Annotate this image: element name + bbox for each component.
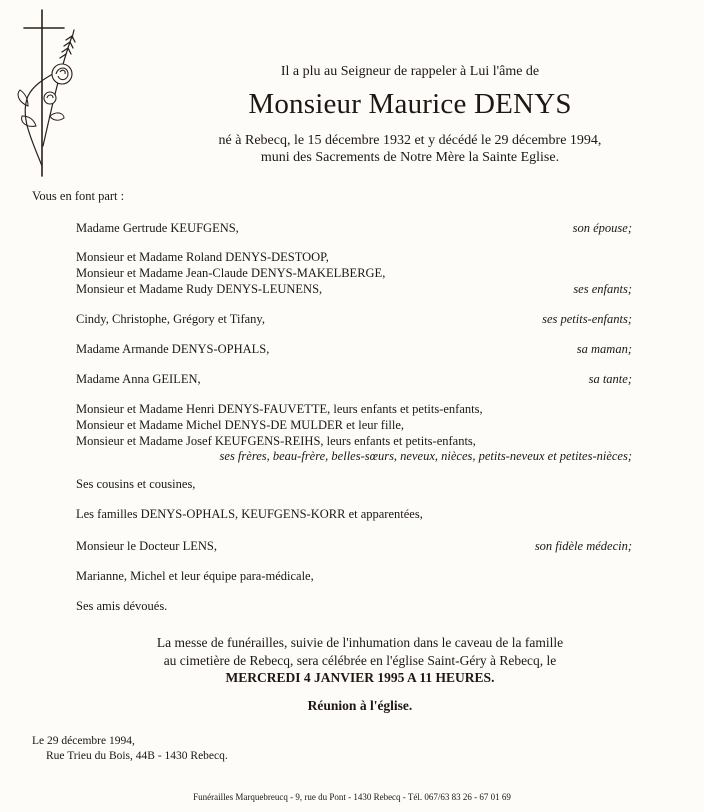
- birth-death-line: né à Rebecq, le 15 décembre 1932 et y décédé le 29 décembre 1994,: [218, 133, 602, 148]
- spouse-row: [76, 220, 632, 236]
- grandchildren-row: [76, 311, 632, 327]
- funeral-line-2: au cimetière de Rebecq, sera célébrée en l'église Saint-Géry à Rebecq, le: [163, 653, 557, 668]
- children-line-3: Monsieur et Madame Rudy DENYS-LEUNENS,: [76, 282, 323, 296]
- funeral-notice: [80, 634, 640, 670]
- medical-team-line: Marianne, Michel et leur équipe para-médicale,: [76, 569, 314, 583]
- children-line-2: Monsieur et Madame Jean-Claude DENYS-MAKELBERGE,: [76, 266, 386, 280]
- children-row: [76, 281, 632, 297]
- closing-address: Rue Trieu du Bois, 44B - 1430 Rebecq.: [46, 750, 228, 762]
- children-relation: ses enfants;: [573, 282, 632, 296]
- aunt-row: [76, 371, 632, 387]
- sacrament-line: muni des Sacrements de Notre Mère la Sainte Eglise.: [260, 150, 560, 165]
- aunt-name: Madame Anna GEILEN,: [76, 372, 201, 386]
- spouse-relation: son épouse;: [572, 221, 632, 235]
- siblings-line-2: Monsieur et Madame Michel DENYS-DE MULDER et leur fille,: [76, 418, 405, 432]
- cross-with-wheat-and-rose-icon: [10, 6, 82, 178]
- doctor-relation: son fidèle médecin;: [534, 539, 632, 553]
- families-line: Les familles DENYS-OPHALS, KEUFGENS-KORR et apparentées,: [76, 507, 423, 521]
- siblings-relation: ses frères, beau-frère, belles-sœurs, neveux, nièces, petits-neveux et petites-nièces;: [219, 449, 632, 463]
- intro-line: Il a plu au Seigneur de rappeler à Lui l'âme de: [280, 64, 540, 79]
- mother-row: [76, 341, 632, 357]
- aunt-relation: sa tante;: [588, 372, 632, 386]
- cousins-line: Ses cousins et cousines,: [76, 477, 196, 491]
- doctor-name: Monsieur le Docteur LENS,: [76, 539, 217, 553]
- spouse-name: Madame Gertrude KEUFGENS,: [76, 221, 239, 235]
- children-line-1: Monsieur et Madame Roland DENYS-DESTOOP,: [76, 250, 329, 264]
- friends-line: Ses amis dévoués.: [76, 599, 168, 613]
- mother-relation: sa maman;: [576, 342, 632, 356]
- mother-name: Madame Armande DENYS-OPHALS,: [76, 342, 270, 356]
- deceased-name: Monsieur Maurice DENYS: [248, 88, 572, 120]
- grandchildren-relation: ses petits-enfants;: [542, 312, 632, 326]
- announce-line: Vous en font part :: [32, 189, 125, 203]
- funeral-date: MERCREDI 4 JANVIER 1995 A 11 HEURES.: [225, 670, 495, 685]
- doctor-row: [76, 538, 632, 554]
- funeral-line-1: La messe de funérailles, suivie de l'inhumation dans le caveau de la famille: [156, 635, 564, 650]
- closing-block: [32, 734, 228, 764]
- grandchildren-name: Cindy, Christophe, Grégory et Tifany,: [76, 312, 265, 326]
- reunion-line: Réunion à l'église.: [307, 698, 413, 713]
- siblings-line-1: Monsieur et Madame Henri DENYS-FAUVETTE, leurs enfants et petits-enfants,: [76, 402, 483, 416]
- closing-date: Le 29 décembre 1994,: [32, 735, 135, 747]
- siblings-line-3: Monsieur et Madame Josef KEUFGENS-REIHS, leurs enfants et petits-enfants,: [76, 434, 476, 448]
- footer-funeral-home: Funérailles Marquebreucq - 9, rue du Pont - 1430 Rebecq - Tél. 067/63 83 26 - 67 01 69: [193, 792, 511, 802]
- birth-death-lines: [150, 132, 670, 166]
